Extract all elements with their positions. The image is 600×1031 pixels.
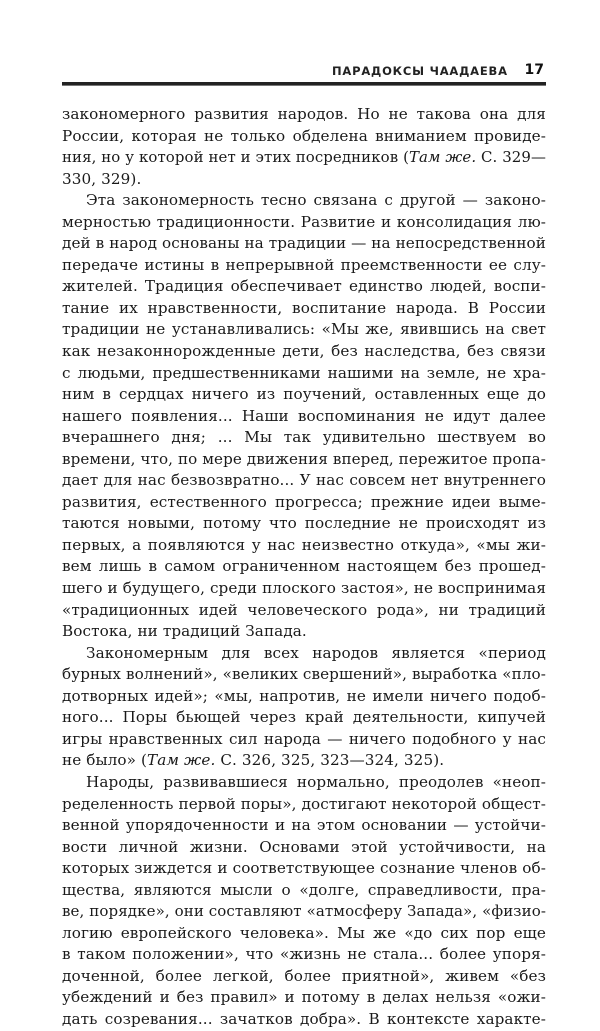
text-line: времени, что, по мере движения вперед, пережитое пропа-: [62, 449, 546, 468]
text-line: шего и будущего, среди плоского застоя», не воспринимая: [62, 579, 546, 598]
text-line: вем лишь в самом ограниченном настоящем без прошед-: [62, 557, 546, 576]
text-line: с людьми, предшественниками нашими на земле, не хра-: [62, 363, 546, 382]
text-line: 330, 329).: [62, 169, 142, 188]
text-line: венной упорядоченности и на этом основании — устойчи-: [62, 816, 546, 835]
text-line: щества, являются мысли о «долге, справедливости, пра-: [62, 880, 546, 899]
text-line: игры нравственных сил народа — ничего подобного у нас: [62, 729, 546, 748]
text-line: дотворных идей»; «мы, напротив, не имели ничего подоб-: [62, 686, 546, 705]
text-line: нашего появления... Наши воспоминания не идут далее: [62, 406, 546, 425]
body-text: [62, 104, 546, 1031]
text-line: ределенность первой поры», достигают некоторой общест-: [62, 794, 546, 813]
text-line: бурных волнений», «великих свершений», выработка «пло-: [62, 665, 546, 684]
text-line: вчерашнего дня; ... Мы так удивительно шествуем во: [62, 428, 546, 447]
text-line: ве, порядке», они составляют «атмосферу Запада», «физио-: [62, 902, 546, 921]
text-line: тание их нравственности, воспитание народа. В России: [62, 298, 546, 317]
text-line: не было» (Там же. С. 326, 325, 323—324, 325).: [62, 751, 445, 770]
text-line: дает для нас безвозвратно... У нас совсем нет внутреннего: [62, 471, 546, 490]
running-head: [62, 62, 546, 82]
text-line: логию европейского человека». Мы же «до сих пор еще: [62, 923, 546, 942]
text-line: развития, естественного прогресса; прежние идеи выме-: [62, 492, 546, 511]
text-line: традиции не устанавливались: «Мы же, явившись на свет: [62, 320, 546, 339]
text-line: первых, а появляются у нас неизвестно откуда», «мы жи-: [62, 535, 546, 554]
text-line: России, которая не только обделена вниманием провиде-: [62, 126, 546, 145]
text-line: Народы, развивавшиеся нормально, преодолев «неоп-: [86, 772, 546, 791]
text-line: Закономерным для всех народов является «период: [86, 643, 546, 662]
citation-ibid: Там же.: [147, 751, 216, 770]
text-line: передаче истины в непрерывной преемственности ее слу-: [62, 255, 546, 274]
text-line: как незаконнорожденные дети, без наследства, без связи: [62, 342, 546, 361]
header-rule: [62, 82, 546, 86]
text-line: которых зиждется и соответствующее сознание членов об-: [62, 859, 546, 878]
text-line: ного... Поры бьющей через край деятельности, кипучей: [62, 708, 546, 727]
text-line: ним в сердцах ничего из поучений, оставленных еще до: [62, 385, 546, 404]
text-line: мерностью традиционности. Развитие и консолидация лю-: [62, 212, 546, 231]
text-line: дать созревания... зачатков добра». В контексте характе-: [62, 1009, 546, 1028]
text-line: вости личной жизни. Основами этой устойчивости, на: [62, 837, 546, 856]
running-title: ПАРАДОКСЫ ЧААДАЕВА: [332, 64, 508, 78]
text-line: ния, но у которой нет и этих посредников (Там же. С. 329—: [62, 148, 546, 167]
text-line: Востока, ни традиций Запада.: [62, 622, 307, 641]
text-line: убеждений и без правил» и потому в делах нельзя «ожи-: [62, 988, 546, 1007]
text-line: дей в народ основаны на традиции — на непосредственной: [62, 234, 546, 253]
text-line: доченной, более легкой, более приятной», живем «без: [62, 966, 546, 985]
text-line: закономерного развития народов. Но не такова она для: [62, 105, 546, 123]
text-line: Эта закономерность тесно связана с другой — законо-: [86, 191, 546, 210]
page-number: 17: [524, 62, 544, 78]
text-line: жителей. Традиция обеспечивает единство людей, воспи-: [62, 277, 546, 296]
text-line: в таком положении», что «жизнь не стала... более упоря-: [62, 945, 546, 964]
text-line: таются новыми, потому что последние не происходят из: [62, 514, 546, 533]
citation-ibid: Там же.: [408, 148, 477, 167]
text-line: «традиционных идей человеческого рода», ни традиций: [62, 600, 546, 619]
